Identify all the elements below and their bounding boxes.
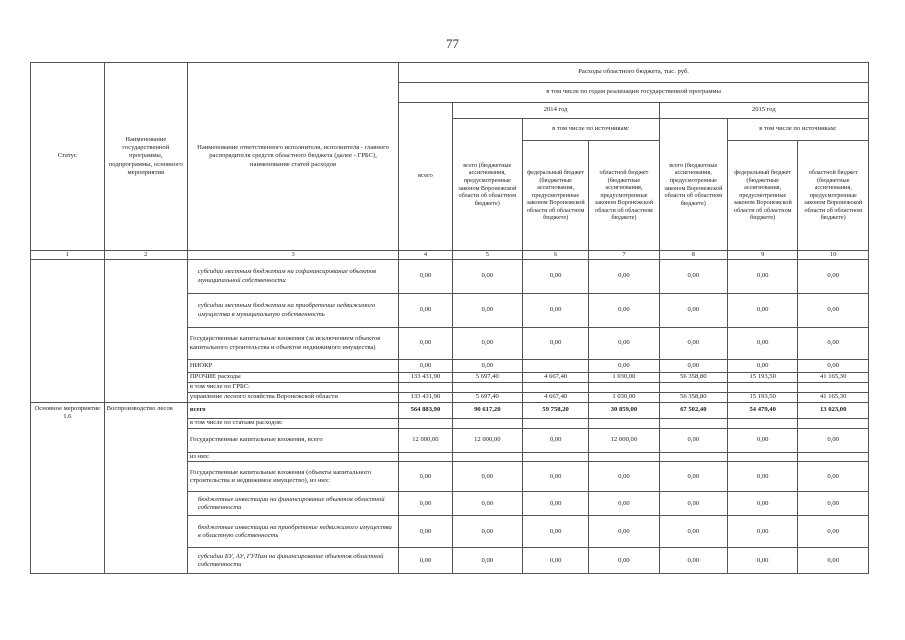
col-num-1: 1 [31,251,105,260]
header-total: всего [399,103,452,251]
cell-value: 56 358,80 [659,373,727,383]
header-status: Статус [31,63,105,251]
cell-value: 0,00 [523,260,589,294]
cell-value [399,419,452,429]
table-row [31,403,869,419]
cell-value: 5 697,40 [452,373,522,383]
cell-value [659,419,727,429]
cell-value: 0,00 [589,294,659,328]
cell-value: 5 697,40 [452,393,522,403]
page-number: 77 [446,36,459,51]
cell-value: 0,00 [659,429,727,453]
cell-value: 41 165,30 [798,393,869,403]
col-num-3: 3 [187,251,398,260]
cell-value [589,383,659,393]
cell-value [727,383,797,393]
cell-value: 0,00 [798,360,869,373]
row-label: субсидии БУ, АУ, ГУПам на финансирование объектов областной собственности [187,548,398,574]
cell-value: 0,00 [727,429,797,453]
cell-value: 0,00 [659,516,727,548]
cell-value [399,453,452,462]
cell-value [523,383,589,393]
cell-value: 0,00 [452,328,522,360]
header-federal-2015: федеральный бюджет (бюджетные ассигнования, предусмотренные законом Воронежской области об областном бюджете) [727,141,797,251]
header-federal-2014: федеральный бюджет (бюджетные ассигнования, предусмотренные законом Воронежской области об областном бюджете) [523,141,589,251]
row-label: Государственные капитальные вложения, всего [187,429,398,453]
cell-value: 0,00 [659,462,727,492]
table-row [31,260,869,294]
cell-value: 0,00 [659,548,727,574]
header-budget-title: Расходы областного бюджета, тыс. руб. [399,63,869,83]
cell-value: 0,00 [589,516,659,548]
cell-value [798,383,869,393]
cell-value: 0,00 [523,548,589,574]
header-executor: Наименование ответственного исполнителя, исполнителя - главного распорядителя средств областного бюджета (далее - ГРБС), наименование статей расходов [187,63,398,251]
cell-value: 0,00 [727,260,797,294]
budget-table [30,62,869,574]
cell-value: 54 479,40 [727,403,797,419]
cell-value: 0,00 [399,360,452,373]
col-num-6: 6 [523,251,589,260]
header-by-sources-2014: в том числе по источникам: [523,119,660,141]
row-label: управление лесного хозяйства Воронежской области [187,393,398,403]
row-label: ПРОЧИЕ расходы [187,373,398,383]
cell-value: 0,00 [798,260,869,294]
row-label: в том числе по ГРБС: [187,383,398,393]
row-label: в том числе по статьям расходов: [187,419,398,429]
cell-value: 133 431,90 [399,393,452,403]
cell-value: 1 030,00 [589,393,659,403]
row-label: субсидии местным бюджетам на приобретение недвижимого имущества в муниципальную собственность [187,294,398,328]
cell-value: 1 030,00 [589,373,659,383]
cell-value: 15 193,50 [727,393,797,403]
header-regional-2014: областной бюджет (бюджетные ассигнования, предусмотренные законом Воронежской области об областном бюджете) [589,141,659,251]
cell-value: 0,00 [727,516,797,548]
cell-value: 0,00 [399,260,452,294]
cell-value: 56 358,80 [659,393,727,403]
row-label: бюджетные инвестиции на финансирование объектов областной собственности [187,492,398,516]
col-num-8: 8 [659,251,727,260]
cell-value: 0,00 [798,492,869,516]
col-num-4: 4 [399,251,452,260]
cell-value: 0,00 [523,429,589,453]
cell-value [523,360,589,373]
cell-value [727,419,797,429]
col-num-7: 7 [589,251,659,260]
cell-value: 0,00 [523,492,589,516]
cell-value: 4 667,40 [523,393,589,403]
cell-value: 0,00 [798,429,869,453]
cell-value: 0,00 [399,548,452,574]
cell-value: 0,00 [523,328,589,360]
cell-value: 0,00 [727,492,797,516]
cell-value: 0,00 [727,360,797,373]
cell-value: 0,00 [659,260,727,294]
cell-value: 0,00 [589,328,659,360]
cell-value: 4 667,40 [523,373,589,383]
cell-value [452,453,522,462]
cell-value: 15 193,50 [727,373,797,383]
cell-value [523,419,589,429]
cell-value [399,383,452,393]
cell-value [727,453,797,462]
cell-value: 0,00 [659,328,727,360]
cell-value: 564 883,90 [399,403,452,419]
cell-value: 0,00 [399,492,452,516]
cell-value: 0,00 [399,294,452,328]
col-num-5: 5 [452,251,522,260]
row-label: Государственные капитальные вложения (объекты капитального строительства и недвижимое имущество), из них: [187,462,398,492]
cell-value: 0,00 [452,260,522,294]
empty-status-cell [31,260,105,403]
cell-value: 0,00 [452,462,522,492]
cell-value: 0,00 [523,462,589,492]
cell-value: 0,00 [452,516,522,548]
cell-value: 0,00 [659,360,727,373]
main-event-name: Воспроизводство лесов [104,403,187,574]
header-year-2014: 2014 год [452,103,659,119]
cell-value: 0,00 [399,462,452,492]
cell-value: 0,00 [727,462,797,492]
cell-value: 12 000,00 [399,429,452,453]
cell-value [589,419,659,429]
header-year-2015: 2015 год [659,103,868,119]
cell-value [659,453,727,462]
cell-value: 30 859,00 [589,403,659,419]
header-regional-2015: областной бюджет (бюджетные ассигнования, предусмотренные законом Воронежской области об областном бюджете) [798,141,869,251]
cell-value: 0,00 [798,294,869,328]
cell-value: 0,00 [798,462,869,492]
cell-value [452,383,522,393]
cell-value: 0,00 [452,360,522,373]
cell-value: 0,00 [727,294,797,328]
cell-value [589,453,659,462]
cell-value: 0,00 [727,548,797,574]
header-by-years: в том числе по годам реализации государственной программы [399,83,869,103]
header-program-name: Наименование государственной программы, подпрограммы, основного мероприятия [104,63,187,251]
cell-value [523,453,589,462]
row-label: из них: [187,453,398,462]
cell-value [659,383,727,393]
cell-value: 67 502,40 [659,403,727,419]
cell-value: 0,00 [589,360,659,373]
cell-value: 0,00 [659,294,727,328]
cell-value: 0,00 [589,492,659,516]
cell-value: 0,00 [399,516,452,548]
cell-value [798,453,869,462]
cell-value: 133 431,90 [399,373,452,383]
cell-value: 0,00 [798,548,869,574]
empty-name-cell [104,260,187,403]
cell-value: 41 165,30 [798,373,869,383]
cell-value: 13 023,00 [798,403,869,419]
row-label: бюджетные инвестиции на приобретение недвижимого имущества в областную собственность [187,516,398,548]
cell-value [452,419,522,429]
main-event-status: Основное мероприятие 1.6 [31,403,105,574]
header-total-appr-2014: всего (бюджетные ассигнования, предусмотренные законом Воронежской области об областном бюджете) [452,119,522,251]
row-label: всего [187,403,398,419]
header-by-sources-2015: в том числе по источникам: [727,119,868,141]
cell-value: 90 617,20 [452,403,522,419]
row-label: НИОКР [187,360,398,373]
cell-value: 0,00 [659,492,727,516]
cell-value: 0,00 [452,492,522,516]
header-total-appr-2015: всего (бюджетные ассигнования, предусмотренные законом Воронежской области об областном бюджете) [659,119,727,251]
row-label: субсидии местным бюджетам на софинансирование объектов муниципальной собственности [187,260,398,294]
row-label: Государственные капитальные вложения (за исключением объектов капитального строительства и объектов недвижимого имущества) [187,328,398,360]
cell-value: 0,00 [589,462,659,492]
col-num-9: 9 [727,251,797,260]
cell-value: 0,00 [798,328,869,360]
col-num-2: 2 [104,251,187,260]
cell-value: 12 000,00 [589,429,659,453]
cell-value: 12 000,00 [452,429,522,453]
cell-value: 0,00 [589,548,659,574]
col-num-10: 10 [798,251,869,260]
cell-value: 59 758,20 [523,403,589,419]
cell-value: 0,00 [727,328,797,360]
cell-value: 0,00 [452,548,522,574]
cell-value: 0,00 [452,294,522,328]
cell-value: 0,00 [589,260,659,294]
cell-value: 0,00 [523,294,589,328]
cell-value: 0,00 [523,516,589,548]
cell-value [798,419,869,429]
cell-value: 0,00 [798,516,869,548]
cell-value: 0,00 [399,328,452,360]
